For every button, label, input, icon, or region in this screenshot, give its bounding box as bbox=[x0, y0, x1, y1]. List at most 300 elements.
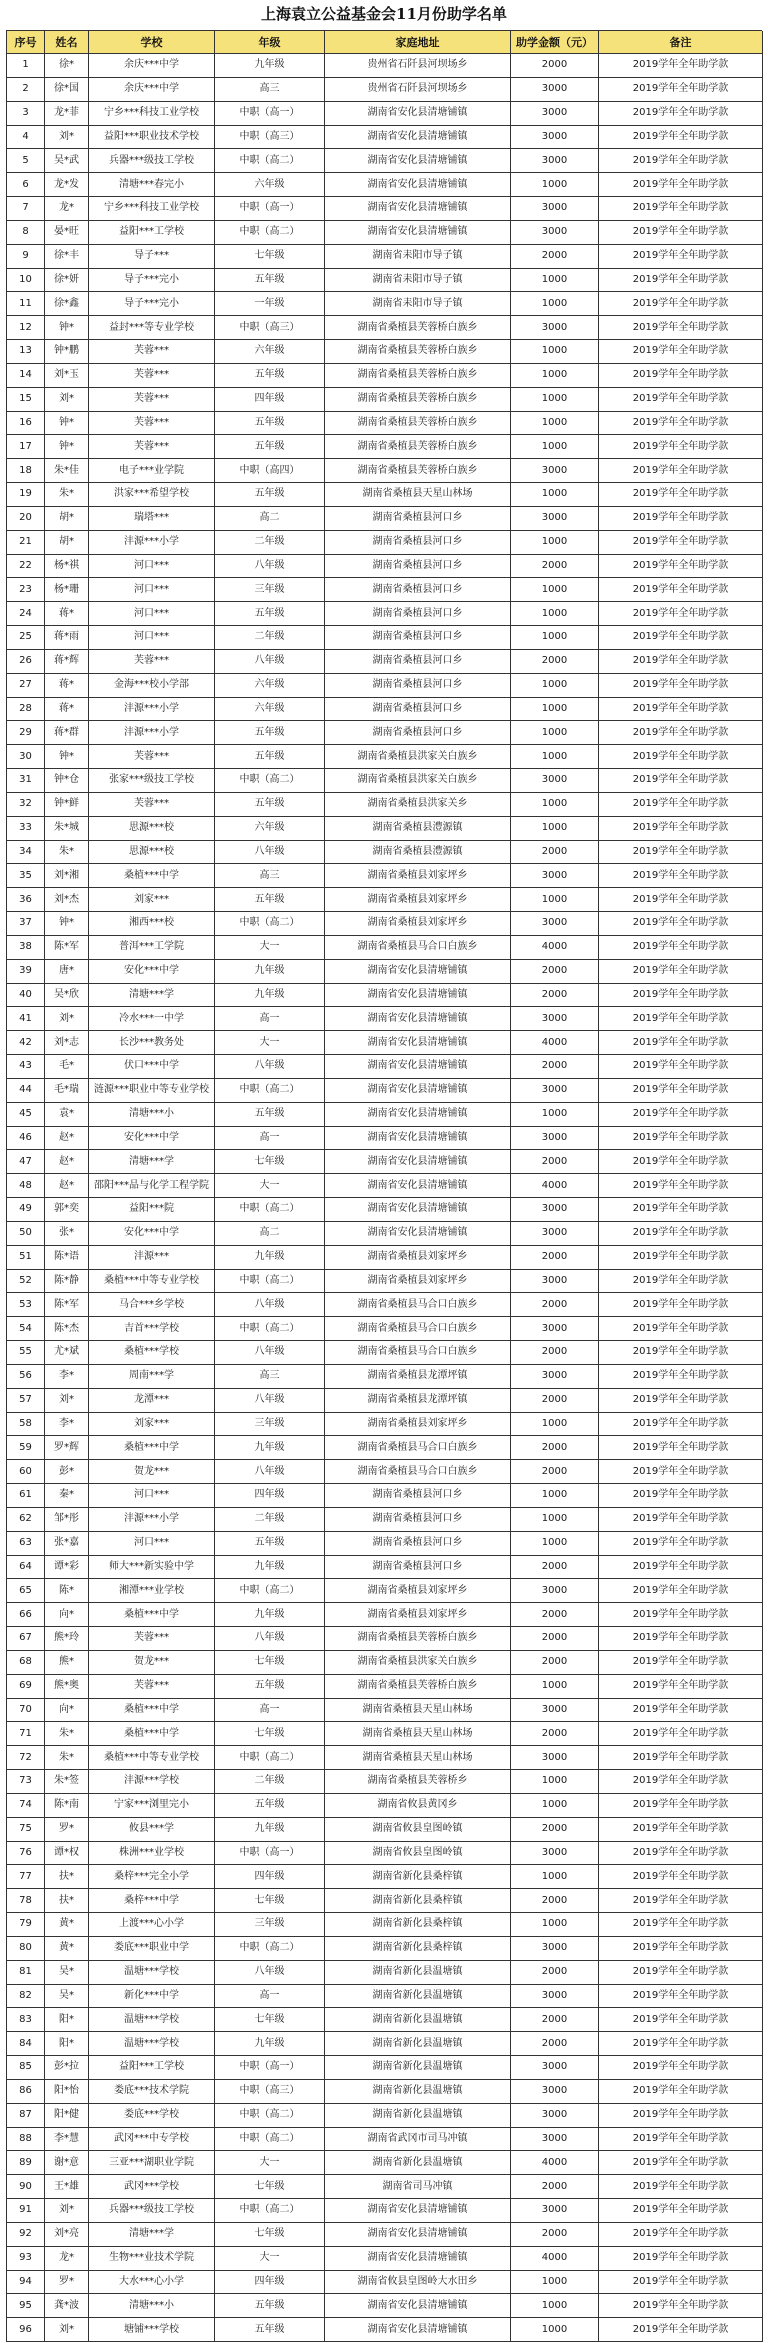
seq-cell: 19 bbox=[7, 483, 45, 507]
grade-cell: 大一 bbox=[215, 936, 325, 960]
note-cell: 2019学年全年助学款 bbox=[599, 2032, 763, 2056]
address-cell: 湖南省司马冲镇 bbox=[325, 2175, 511, 2199]
seq-cell: 89 bbox=[7, 2151, 45, 2175]
name-cell: 罗* bbox=[45, 2271, 89, 2295]
name-cell: 刘*湘 bbox=[45, 864, 89, 888]
grade-cell: 五年级 bbox=[215, 888, 325, 912]
note-cell: 2019学年全年助学款 bbox=[599, 602, 763, 626]
address-cell: 湖南省桑植县刘家坪乡 bbox=[325, 888, 511, 912]
address-cell: 湖南省桑植县芙蓉桥白族乡 bbox=[325, 340, 511, 364]
name-cell: 杨*珊 bbox=[45, 578, 89, 602]
name-cell: 刘*亮 bbox=[45, 2223, 89, 2247]
school-cell: 河口*** bbox=[89, 1532, 215, 1556]
address-cell: 湖南省安化县清塘铺镇 bbox=[325, 126, 511, 150]
amount-cell: 1000 bbox=[511, 483, 599, 507]
grade-cell: 高三 bbox=[215, 1365, 325, 1389]
school-cell: 湘西***校 bbox=[89, 912, 215, 936]
seq-cell: 30 bbox=[7, 745, 45, 769]
seq-cell: 46 bbox=[7, 1127, 45, 1151]
seq-cell: 82 bbox=[7, 1985, 45, 2009]
amount-cell: 3000 bbox=[511, 769, 599, 793]
seq-cell: 96 bbox=[7, 2318, 45, 2342]
school-cell: 余庆***中学 bbox=[89, 78, 215, 102]
school-cell: 沣源***小学 bbox=[89, 698, 215, 722]
school-cell: 桑植***中学 bbox=[89, 1699, 215, 1723]
address-cell: 湖南省安化县清塘铺镇 bbox=[325, 1007, 511, 1031]
note-cell: 2019学年全年助学款 bbox=[599, 1079, 763, 1103]
name-cell: 徐*妍 bbox=[45, 269, 89, 293]
seq-cell: 66 bbox=[7, 1603, 45, 1627]
seq-cell: 83 bbox=[7, 2008, 45, 2032]
amount-cell: 3000 bbox=[511, 78, 599, 102]
name-cell: 徐*鑫 bbox=[45, 292, 89, 316]
note-cell: 2019学年全年助学款 bbox=[599, 1484, 763, 1508]
seq-cell: 61 bbox=[7, 1484, 45, 1508]
amount-cell: 1000 bbox=[511, 793, 599, 817]
school-cell: 兵器***级技工学校 bbox=[89, 2199, 215, 2223]
grade-cell: 中职（高二） bbox=[215, 1579, 325, 1603]
school-cell: 安化***中学 bbox=[89, 960, 215, 984]
seq-cell: 67 bbox=[7, 1627, 45, 1651]
school-cell: 瑞塔*** bbox=[89, 507, 215, 531]
amount-cell: 3000 bbox=[511, 221, 599, 245]
amount-cell: 2000 bbox=[511, 2223, 599, 2247]
name-cell: 尤*斌 bbox=[45, 1341, 89, 1365]
grade-cell: 中职（高二） bbox=[215, 1270, 325, 1294]
amount-cell: 3000 bbox=[511, 1985, 599, 2009]
note-cell: 2019学年全年助学款 bbox=[599, 1341, 763, 1365]
note-cell: 2019学年全年助学款 bbox=[599, 1985, 763, 2009]
grade-cell: 五年级 bbox=[215, 721, 325, 745]
address-cell: 湖南省桑植县河口乡 bbox=[325, 1556, 511, 1580]
seq-cell: 22 bbox=[7, 555, 45, 579]
seq-cell: 45 bbox=[7, 1103, 45, 1127]
name-cell: 李* bbox=[45, 1365, 89, 1389]
note-cell: 2019学年全年助学款 bbox=[599, 626, 763, 650]
school-cell: 安化***中学 bbox=[89, 1222, 215, 1246]
school-cell: 温塘***学校 bbox=[89, 1961, 215, 1985]
name-cell: 向* bbox=[45, 1603, 89, 1627]
seq-cell: 8 bbox=[7, 221, 45, 245]
grade-cell: 六年级 bbox=[215, 674, 325, 698]
school-cell: 沣源*** bbox=[89, 1246, 215, 1270]
amount-cell: 3000 bbox=[511, 1079, 599, 1103]
seq-cell: 86 bbox=[7, 2080, 45, 2104]
note-cell: 2019学年全年助学款 bbox=[599, 793, 763, 817]
school-cell: 河口*** bbox=[89, 578, 215, 602]
grade-cell: 八年级 bbox=[215, 1961, 325, 1985]
grade-cell: 八年级 bbox=[215, 1055, 325, 1079]
header-school: 学校 bbox=[89, 31, 215, 54]
grade-cell: 高一 bbox=[215, 1007, 325, 1031]
note-cell: 2019学年全年助学款 bbox=[599, 912, 763, 936]
grade-cell: 四年级 bbox=[215, 1865, 325, 1889]
note-cell: 2019学年全年助学款 bbox=[599, 1031, 763, 1055]
name-cell: 扶* bbox=[45, 1889, 89, 1913]
school-cell: 吉首***学校 bbox=[89, 1317, 215, 1341]
grade-cell: 五年级 bbox=[215, 602, 325, 626]
seq-cell: 15 bbox=[7, 388, 45, 412]
seq-cell: 55 bbox=[7, 1341, 45, 1365]
amount-cell: 2000 bbox=[511, 1436, 599, 1460]
grade-cell: 五年级 bbox=[215, 269, 325, 293]
grade-cell: 五年级 bbox=[215, 364, 325, 388]
note-cell: 2019学年全年助学款 bbox=[599, 197, 763, 221]
amount-cell: 2000 bbox=[511, 54, 599, 78]
seq-cell: 43 bbox=[7, 1055, 45, 1079]
seq-cell: 68 bbox=[7, 1651, 45, 1675]
name-cell: 刘* bbox=[45, 2199, 89, 2223]
grade-cell: 高一 bbox=[215, 1127, 325, 1151]
name-cell: 吴*欣 bbox=[45, 984, 89, 1008]
name-cell: 蒋* bbox=[45, 698, 89, 722]
grade-cell: 中职（高三） bbox=[215, 2080, 325, 2104]
address-cell: 湖南省桑植县刘家坪乡 bbox=[325, 1413, 511, 1437]
seq-cell: 84 bbox=[7, 2032, 45, 2056]
address-cell: 湖南省桑植县芙蓉桥白族乡 bbox=[325, 364, 511, 388]
seq-cell: 37 bbox=[7, 912, 45, 936]
seq-cell: 52 bbox=[7, 1270, 45, 1294]
school-cell: 思源***校 bbox=[89, 817, 215, 841]
name-cell: 刘*杰 bbox=[45, 888, 89, 912]
name-cell: 钟* bbox=[45, 412, 89, 436]
grade-cell: 中职（高三） bbox=[215, 316, 325, 340]
note-cell: 2019学年全年助学款 bbox=[599, 1651, 763, 1675]
note-cell: 2019学年全年助学款 bbox=[599, 555, 763, 579]
address-cell: 湖南省新化县温塘镇 bbox=[325, 2104, 511, 2128]
address-cell: 湖南省耒阳市导子镇 bbox=[325, 245, 511, 269]
seq-cell: 42 bbox=[7, 1031, 45, 1055]
name-cell: 钟* bbox=[45, 435, 89, 459]
note-cell: 2019学年全年助学款 bbox=[599, 698, 763, 722]
amount-cell: 4000 bbox=[511, 1031, 599, 1055]
scholarship-table bbox=[6, 30, 762, 2342]
name-cell: 罗* bbox=[45, 1818, 89, 1842]
name-cell: 杨*祺 bbox=[45, 555, 89, 579]
address-cell: 湖南省安化县清塘铺镇 bbox=[325, 1198, 511, 1222]
seq-cell: 90 bbox=[7, 2175, 45, 2199]
amount-cell: 1000 bbox=[511, 1865, 599, 1889]
seq-cell: 58 bbox=[7, 1413, 45, 1437]
note-cell: 2019学年全年助学款 bbox=[599, 1770, 763, 1794]
grade-cell: 四年级 bbox=[215, 1484, 325, 1508]
amount-cell: 1000 bbox=[511, 721, 599, 745]
seq-cell: 62 bbox=[7, 1508, 45, 1532]
address-cell: 湖南省新化县桑梓镇 bbox=[325, 1913, 511, 1937]
name-cell: 胡* bbox=[45, 531, 89, 555]
seq-cell: 21 bbox=[7, 531, 45, 555]
address-cell: 湖南省安化县清塘铺镇 bbox=[325, 2223, 511, 2247]
address-cell: 湖南省桑植县澧源镇 bbox=[325, 841, 511, 865]
school-cell: 芙蓉*** bbox=[89, 388, 215, 412]
grade-cell: 高一 bbox=[215, 1699, 325, 1723]
note-cell: 2019学年全年助学款 bbox=[599, 888, 763, 912]
address-cell: 湖南省桑植县芙蓉桥白族乡 bbox=[325, 1675, 511, 1699]
address-cell: 湖南省新化县温塘镇 bbox=[325, 1985, 511, 2009]
grade-cell: 中职（高二） bbox=[215, 2199, 325, 2223]
grade-cell: 中职（高二） bbox=[215, 1746, 325, 1770]
name-cell: 向* bbox=[45, 1699, 89, 1723]
note-cell: 2019学年全年助学款 bbox=[599, 483, 763, 507]
name-cell: 赵* bbox=[45, 1174, 89, 1198]
name-cell: 蒋* bbox=[45, 674, 89, 698]
school-cell: 上渡***心小学 bbox=[89, 1913, 215, 1937]
address-cell: 湖南省桑植县芙蓉桥白族乡 bbox=[325, 388, 511, 412]
grade-cell: 中职（高一） bbox=[215, 2056, 325, 2080]
amount-cell: 3000 bbox=[511, 1937, 599, 1961]
address-cell: 湖南省桑植县天星山林场 bbox=[325, 1699, 511, 1723]
amount-cell: 2000 bbox=[511, 1627, 599, 1651]
seq-cell: 75 bbox=[7, 1818, 45, 1842]
note-cell: 2019学年全年助学款 bbox=[599, 2056, 763, 2080]
school-cell: 三亚***湖职业学院 bbox=[89, 2151, 215, 2175]
school-cell: 温塘***学校 bbox=[89, 2032, 215, 2056]
school-cell: 刘家*** bbox=[89, 1413, 215, 1437]
grade-cell: 高二 bbox=[215, 1222, 325, 1246]
grade-cell: 三年级 bbox=[215, 1413, 325, 1437]
amount-cell: 3000 bbox=[511, 2104, 599, 2128]
seq-cell: 16 bbox=[7, 412, 45, 436]
note-cell: 2019学年全年助学款 bbox=[599, 817, 763, 841]
seq-cell: 60 bbox=[7, 1460, 45, 1484]
seq-cell: 40 bbox=[7, 984, 45, 1008]
seq-cell: 54 bbox=[7, 1317, 45, 1341]
name-cell: 秦* bbox=[45, 1484, 89, 1508]
school-cell: 益阳***工学校 bbox=[89, 2056, 215, 2080]
address-cell: 湖南省安化县清塘铺镇 bbox=[325, 2247, 511, 2271]
address-cell: 湖南省安化县清塘铺镇 bbox=[325, 1103, 511, 1127]
name-cell: 王*雄 bbox=[45, 2175, 89, 2199]
address-cell: 湖南省桑植县河口乡 bbox=[325, 1532, 511, 1556]
note-cell: 2019学年全年助学款 bbox=[599, 221, 763, 245]
seq-cell: 56 bbox=[7, 1365, 45, 1389]
school-cell: 师大***新实验中学 bbox=[89, 1556, 215, 1580]
name-cell: 彭*拉 bbox=[45, 2056, 89, 2080]
school-cell: 河口*** bbox=[89, 555, 215, 579]
school-cell: 芙蓉*** bbox=[89, 435, 215, 459]
school-cell: 思源***校 bbox=[89, 841, 215, 865]
header-grade: 年级 bbox=[215, 31, 325, 54]
school-cell: 温塘***学校 bbox=[89, 2008, 215, 2032]
name-cell: 陈*静 bbox=[45, 1270, 89, 1294]
school-cell: 清塘***小 bbox=[89, 2294, 215, 2318]
amount-cell: 1000 bbox=[511, 817, 599, 841]
address-cell: 湖南省桑植县天星山林场 bbox=[325, 1722, 511, 1746]
amount-cell: 3000 bbox=[511, 197, 599, 221]
seq-cell: 76 bbox=[7, 1842, 45, 1866]
seq-cell: 50 bbox=[7, 1222, 45, 1246]
note-cell: 2019学年全年助学款 bbox=[599, 2199, 763, 2223]
address-cell: 湖南省安化县清塘铺镇 bbox=[325, 1127, 511, 1151]
note-cell: 2019学年全年助学款 bbox=[599, 2080, 763, 2104]
amount-cell: 1000 bbox=[511, 1794, 599, 1818]
seq-cell: 59 bbox=[7, 1436, 45, 1460]
name-cell: 龙*发 bbox=[45, 173, 89, 197]
grade-cell: 中职（高一） bbox=[215, 197, 325, 221]
school-cell: 贺龙*** bbox=[89, 1651, 215, 1675]
note-cell: 2019学年全年助学款 bbox=[599, 1413, 763, 1437]
school-cell: 张家***级技工学校 bbox=[89, 769, 215, 793]
grade-cell: 八年级 bbox=[215, 1341, 325, 1365]
name-cell: 吴* bbox=[45, 1961, 89, 1985]
note-cell: 2019学年全年助学款 bbox=[599, 78, 763, 102]
amount-cell: 1000 bbox=[511, 412, 599, 436]
note-cell: 2019学年全年助学款 bbox=[599, 1365, 763, 1389]
address-cell: 湖南省新化县桑梓镇 bbox=[325, 1937, 511, 1961]
school-cell: 新化***中学 bbox=[89, 1985, 215, 2009]
amount-cell: 1000 bbox=[511, 435, 599, 459]
school-cell: 湘潭***业学校 bbox=[89, 1579, 215, 1603]
grade-cell: 八年级 bbox=[215, 841, 325, 865]
header-address: 家庭地址 bbox=[325, 31, 511, 54]
amount-cell: 2000 bbox=[511, 1293, 599, 1317]
note-cell: 2019学年全年助学款 bbox=[599, 2294, 763, 2318]
name-cell: 徐*国 bbox=[45, 78, 89, 102]
name-cell: 陈*南 bbox=[45, 1794, 89, 1818]
school-cell: 清塘***学 bbox=[89, 1150, 215, 1174]
address-cell: 湖南省安化县清塘铺镇 bbox=[325, 1174, 511, 1198]
amount-cell: 2000 bbox=[511, 1651, 599, 1675]
address-cell: 湖南省桑植县刘家坪乡 bbox=[325, 1270, 511, 1294]
amount-cell: 2000 bbox=[511, 555, 599, 579]
seq-cell: 33 bbox=[7, 817, 45, 841]
seq-cell: 39 bbox=[7, 960, 45, 984]
school-cell: 娄底***学校 bbox=[89, 2104, 215, 2128]
grade-cell: 中职（高二） bbox=[215, 149, 325, 173]
note-cell: 2019学年全年助学款 bbox=[599, 745, 763, 769]
school-cell: 宁乡***科技工业学校 bbox=[89, 102, 215, 126]
address-cell: 湖南省安化县清塘铺镇 bbox=[325, 221, 511, 245]
name-cell: 毛*瑞 bbox=[45, 1079, 89, 1103]
note-cell: 2019学年全年助学款 bbox=[599, 1246, 763, 1270]
school-cell: 清塘***学 bbox=[89, 2223, 215, 2247]
address-cell: 湖南省桑植县河口乡 bbox=[325, 674, 511, 698]
grade-cell: 中职（高一） bbox=[215, 102, 325, 126]
address-cell: 湖南省桑植县马合口白族乡 bbox=[325, 1460, 511, 1484]
amount-cell: 2000 bbox=[511, 1055, 599, 1079]
seq-cell: 71 bbox=[7, 1722, 45, 1746]
amount-cell: 3000 bbox=[511, 507, 599, 531]
seq-cell: 94 bbox=[7, 2271, 45, 2295]
grade-cell: 中职（高二） bbox=[215, 2128, 325, 2152]
grade-cell: 高一 bbox=[215, 1985, 325, 2009]
grade-cell: 八年级 bbox=[215, 1293, 325, 1317]
amount-cell: 3000 bbox=[511, 2080, 599, 2104]
grade-cell: 九年级 bbox=[215, 1246, 325, 1270]
note-cell: 2019学年全年助学款 bbox=[599, 864, 763, 888]
address-cell: 湖南省桑植县洪家关白族乡 bbox=[325, 769, 511, 793]
seq-cell: 12 bbox=[7, 316, 45, 340]
school-cell: 清塘***学 bbox=[89, 984, 215, 1008]
name-cell: 刘* bbox=[45, 2318, 89, 2342]
school-cell: 娄底***职业中学 bbox=[89, 1937, 215, 1961]
grade-cell: 九年级 bbox=[215, 2032, 325, 2056]
seq-cell: 36 bbox=[7, 888, 45, 912]
note-cell: 2019学年全年助学款 bbox=[599, 1627, 763, 1651]
address-cell: 湖南省安化县清塘铺镇 bbox=[325, 1150, 511, 1174]
address-cell: 湖南省桑植县河口乡 bbox=[325, 626, 511, 650]
school-cell: 伏口***中学 bbox=[89, 1055, 215, 1079]
name-cell: 刘*玉 bbox=[45, 364, 89, 388]
school-cell: 导子***完小 bbox=[89, 292, 215, 316]
name-cell: 陈*军 bbox=[45, 936, 89, 960]
school-cell: 安化***中学 bbox=[89, 1127, 215, 1151]
name-cell: 袁* bbox=[45, 1103, 89, 1127]
school-cell: 余庆***中学 bbox=[89, 54, 215, 78]
note-cell: 2019学年全年助学款 bbox=[599, 459, 763, 483]
amount-cell: 2000 bbox=[511, 2175, 599, 2199]
name-cell: 龙* bbox=[45, 2247, 89, 2271]
seq-cell: 80 bbox=[7, 1937, 45, 1961]
note-cell: 2019学年全年助学款 bbox=[599, 1150, 763, 1174]
address-cell: 湖南省桑植县河口乡 bbox=[325, 578, 511, 602]
name-cell: 钟* bbox=[45, 316, 89, 340]
amount-cell: 1000 bbox=[511, 1484, 599, 1508]
school-cell: 沣源***学校 bbox=[89, 1770, 215, 1794]
seq-cell: 31 bbox=[7, 769, 45, 793]
name-cell: 唐* bbox=[45, 960, 89, 984]
name-cell: 蒋*辉 bbox=[45, 650, 89, 674]
school-cell: 塘铺***学校 bbox=[89, 2318, 215, 2342]
school-cell: 沣源***小学 bbox=[89, 1508, 215, 1532]
school-cell: 河口*** bbox=[89, 626, 215, 650]
grade-cell: 五年级 bbox=[215, 2294, 325, 2318]
grade-cell: 六年级 bbox=[215, 173, 325, 197]
note-cell: 2019学年全年助学款 bbox=[599, 316, 763, 340]
seq-cell: 85 bbox=[7, 2056, 45, 2080]
note-cell: 2019学年全年助学款 bbox=[599, 149, 763, 173]
name-cell: 晏*旺 bbox=[45, 221, 89, 245]
address-cell: 湖南省桑植县洪家关白族乡 bbox=[325, 745, 511, 769]
note-cell: 2019学年全年助学款 bbox=[599, 102, 763, 126]
address-cell: 湖南省桑植县澧源镇 bbox=[325, 817, 511, 841]
address-cell: 湖南省桑植县芙蓉桥白族乡 bbox=[325, 316, 511, 340]
seq-cell: 53 bbox=[7, 1293, 45, 1317]
school-cell: 桑植***中等专业学校 bbox=[89, 1746, 215, 1770]
name-cell: 熊*玲 bbox=[45, 1627, 89, 1651]
amount-cell: 4000 bbox=[511, 936, 599, 960]
amount-cell: 4000 bbox=[511, 2151, 599, 2175]
address-cell: 湖南省桑植县刘家坪乡 bbox=[325, 1603, 511, 1627]
amount-cell: 1000 bbox=[511, 1103, 599, 1127]
grade-cell: 大一 bbox=[215, 2247, 325, 2271]
school-cell: 大水***心小学 bbox=[89, 2271, 215, 2295]
note-cell: 2019学年全年助学款 bbox=[599, 1317, 763, 1341]
seq-cell: 47 bbox=[7, 1150, 45, 1174]
school-cell: 龙潭*** bbox=[89, 1389, 215, 1413]
name-cell: 刘* bbox=[45, 1389, 89, 1413]
address-cell: 湖南省新化县桑梓镇 bbox=[325, 1865, 511, 1889]
address-cell: 湖南省桑植县马合口白族乡 bbox=[325, 1293, 511, 1317]
name-cell: 熊*奥 bbox=[45, 1675, 89, 1699]
note-cell: 2019学年全年助学款 bbox=[599, 1699, 763, 1723]
amount-cell: 3000 bbox=[511, 1127, 599, 1151]
address-cell: 湖南省攸县皇图岭镇 bbox=[325, 1842, 511, 1866]
note-cell: 2019学年全年助学款 bbox=[599, 1889, 763, 1913]
seq-cell: 20 bbox=[7, 507, 45, 531]
address-cell: 湖南省桑植县河口乡 bbox=[325, 1508, 511, 1532]
note-cell: 2019学年全年助学款 bbox=[599, 1436, 763, 1460]
note-cell: 2019学年全年助学款 bbox=[599, 1865, 763, 1889]
note-cell: 2019学年全年助学款 bbox=[599, 1222, 763, 1246]
school-cell: 兵器***级技工学校 bbox=[89, 149, 215, 173]
name-cell: 徐*丰 bbox=[45, 245, 89, 269]
address-cell: 湖南省安化县清塘铺镇 bbox=[325, 173, 511, 197]
amount-cell: 1000 bbox=[511, 626, 599, 650]
seq-cell: 72 bbox=[7, 1746, 45, 1770]
grade-cell: 五年级 bbox=[215, 745, 325, 769]
grade-cell: 九年级 bbox=[215, 960, 325, 984]
